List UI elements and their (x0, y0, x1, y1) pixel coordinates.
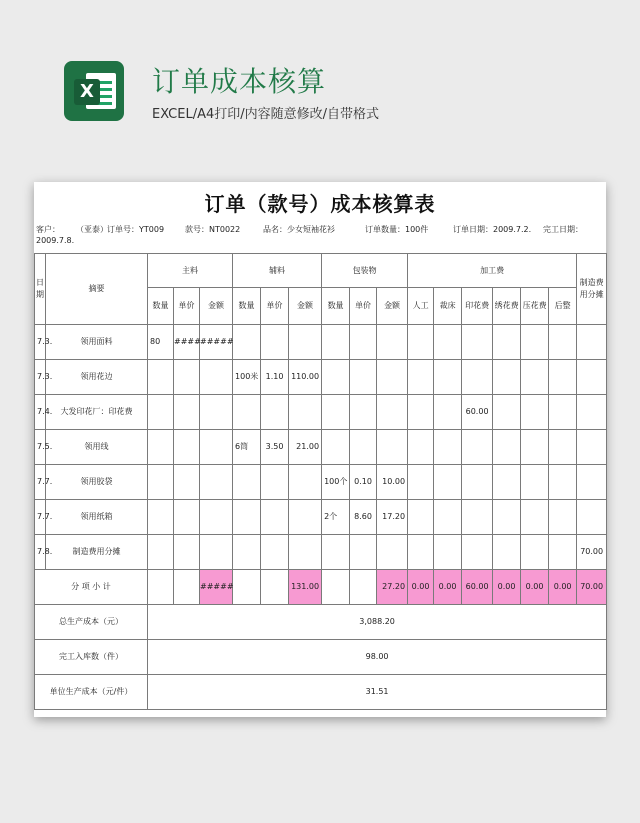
header-aux-price: 单价 (261, 288, 289, 325)
row-cell (350, 395, 377, 430)
row-cell: 3.50 (261, 430, 289, 465)
row-cell (434, 500, 462, 535)
row-cell (462, 325, 493, 360)
row-cell (408, 465, 434, 500)
row-summary: 领用线 (46, 430, 148, 465)
row-cell (233, 395, 261, 430)
row-cell (377, 360, 408, 395)
row-cell (493, 535, 521, 570)
row-cell (289, 395, 322, 430)
cost-table (34, 253, 607, 710)
row-date: 7.7. (35, 465, 46, 500)
row-cell (148, 360, 174, 395)
finished-qty-row (35, 640, 607, 675)
subtotal-cutting: 0.00 (434, 570, 462, 605)
row-cell (174, 360, 200, 395)
row-cell (148, 395, 174, 430)
subtotal-main-amount: ##### (200, 570, 233, 605)
header-aux-material: 辅料 (233, 254, 322, 288)
row-date: 7.8. (35, 535, 46, 570)
header-main-material: 主料 (148, 254, 233, 288)
header-main-price: 单价 (174, 288, 200, 325)
row-cell (261, 465, 289, 500)
data-rows (35, 325, 607, 570)
row-cell (350, 430, 377, 465)
header-pack-qty: 数量 (322, 288, 350, 325)
row-cell: 80 (148, 325, 174, 360)
page-title: 订单成本核算 (152, 65, 327, 98)
finish-date-value: 2009.7.8. (36, 236, 75, 245)
header-pressing: 压花费 (521, 288, 549, 325)
subtotal-pressing: 0.00 (521, 570, 549, 605)
subtotal-row (35, 570, 607, 605)
row-cell (289, 500, 322, 535)
row-cell (200, 500, 233, 535)
unit-cost-value: 31.51 (148, 675, 607, 710)
row-cell (174, 535, 200, 570)
row-cell (521, 465, 549, 500)
subtotal-aux-qty (233, 570, 261, 605)
row-date: 7.7. (35, 500, 46, 535)
row-cell (148, 535, 174, 570)
row-cell (408, 500, 434, 535)
page-subtitle: EXCEL/A4打印/内容随意修改/自带格式 (152, 107, 380, 122)
header-cutting: 裁床 (434, 288, 462, 325)
row-cell (233, 465, 261, 500)
unit-cost-row (35, 675, 607, 710)
row-cell: 1.10 (261, 360, 289, 395)
row-cell (200, 535, 233, 570)
row-cell (233, 325, 261, 360)
row-cell (261, 395, 289, 430)
unit-cost-label: 单位生产成本（元/件） (35, 675, 148, 710)
row-cell (322, 325, 350, 360)
subtotal-aux-price (261, 570, 289, 605)
row-cell (289, 535, 322, 570)
row-cell (521, 360, 549, 395)
row-cell (549, 535, 577, 570)
row-cell (408, 325, 434, 360)
row-cell (521, 535, 549, 570)
product-name: 品名：少女短袖花衫 (263, 225, 335, 234)
row-cell (462, 465, 493, 500)
row-date: 7.4. (35, 395, 46, 430)
row-cell (148, 430, 174, 465)
row-cell (493, 325, 521, 360)
row-cell (462, 360, 493, 395)
header-overhead: 制造费用分摊 (577, 254, 607, 325)
row-date: 7.3. (35, 325, 46, 360)
row-cell (577, 430, 607, 465)
row-cell (148, 500, 174, 535)
row-cell (521, 325, 549, 360)
row-cell (148, 465, 174, 500)
row-cell (233, 535, 261, 570)
row-cell: 110.00 (289, 360, 322, 395)
row-summary: 领用纸箱 (46, 500, 148, 535)
header-date: 日期 (35, 254, 46, 325)
row-cell (577, 360, 607, 395)
header-main-qty: 数量 (148, 288, 174, 325)
row-cell (493, 465, 521, 500)
finished-qty-value: 98.00 (148, 640, 607, 675)
row-cell (174, 500, 200, 535)
table-row (35, 395, 607, 430)
header-finishing: 后整 (549, 288, 577, 325)
row-cell (377, 395, 408, 430)
row-summary: 大发印花厂：印花费 (46, 395, 148, 430)
row-cell (493, 500, 521, 535)
row-cell: 100米 (233, 360, 261, 395)
row-date: 7.5. (35, 430, 46, 465)
row-date: 7.3. (35, 360, 46, 395)
row-cell (434, 465, 462, 500)
total-cost-value: 3,088.20 (148, 605, 607, 640)
row-cell (521, 500, 549, 535)
row-cell (322, 395, 350, 430)
row-cell (577, 500, 607, 535)
row-cell (261, 500, 289, 535)
row-cell (549, 500, 577, 535)
header-aux-amount: 金额 (289, 288, 322, 325)
row-cell (408, 360, 434, 395)
header-labor: 人工 (408, 288, 434, 325)
row-cell (350, 535, 377, 570)
header-summary: 摘要 (46, 254, 148, 325)
subtotal-pack-price (350, 570, 377, 605)
header-printing: 印花费 (462, 288, 493, 325)
row-cell: 0.10 (350, 465, 377, 500)
header-embroidery: 绣花费 (493, 288, 521, 325)
row-cell (493, 360, 521, 395)
row-cell (577, 395, 607, 430)
row-cell (174, 430, 200, 465)
row-summary: 领用胶袋 (46, 465, 148, 500)
table-row (35, 325, 607, 360)
row-cell (322, 535, 350, 570)
subtotal-main-qty (148, 570, 174, 605)
row-cell (434, 430, 462, 465)
row-cell (377, 535, 408, 570)
row-cell (261, 535, 289, 570)
header-processing: 加工费 (408, 254, 577, 288)
row-cell (350, 325, 377, 360)
table-row (35, 535, 607, 570)
row-cell (462, 535, 493, 570)
row-cell: 6筒 (233, 430, 261, 465)
row-cell: 100个 (322, 465, 350, 500)
header-main-amount: 金额 (200, 288, 233, 325)
row-cell (549, 430, 577, 465)
row-cell (577, 465, 607, 500)
row-cell (549, 360, 577, 395)
sheet-title: 订单（款号）成本核算表 (204, 192, 436, 216)
row-cell (493, 395, 521, 430)
subtotal-aux-amount: 131.00 (289, 570, 322, 605)
subtotal-embroidery: 0.00 (493, 570, 521, 605)
header-packaging: 包装物 (322, 254, 408, 288)
row-cell: 70.00 (577, 535, 607, 570)
row-cell (434, 395, 462, 430)
subtotal-pack-amount: 27.20 (377, 570, 408, 605)
row-cell (322, 360, 350, 395)
row-cell (521, 395, 549, 430)
order-date: 订单日期：2009.7.2. (453, 225, 532, 234)
excel-badge: X (74, 79, 100, 105)
row-cell: 2个 (322, 500, 350, 535)
spreadsheet-preview (34, 182, 606, 717)
row-cell (521, 430, 549, 465)
subtotal-finishing: 0.00 (549, 570, 577, 605)
row-cell (408, 395, 434, 430)
row-cell (462, 500, 493, 535)
order-quantity: 订单数量：100件 (365, 225, 429, 234)
row-summary: 制造费用分摊 (46, 535, 148, 570)
finish-date-label: 完工日期： (543, 225, 583, 234)
style-number: 款号：NT0022 (185, 225, 241, 234)
row-cell: 10.00 (377, 465, 408, 500)
row-cell (322, 430, 350, 465)
row-cell (549, 325, 577, 360)
row-summary: 领用花边 (46, 360, 148, 395)
row-cell (200, 360, 233, 395)
row-cell (200, 395, 233, 430)
finished-qty-label: 完工入库数（件） (35, 640, 148, 675)
row-cell (434, 360, 462, 395)
table-row (35, 360, 607, 395)
header-pack-price: 单价 (350, 288, 377, 325)
subtotal-labor: 0.00 (408, 570, 434, 605)
subtotal-pack-qty (322, 570, 350, 605)
row-cell: 60.00 (462, 395, 493, 430)
row-summary: 领用面料 (46, 325, 148, 360)
order-number: 订单号：YT009 (107, 225, 165, 234)
total-cost-row (35, 605, 607, 640)
subtotal-printing: 60.00 (462, 570, 493, 605)
subtotal-label: 分 项 小 计 (35, 570, 148, 605)
row-cell (174, 465, 200, 500)
subtotal-overhead: 70.00 (577, 570, 607, 605)
row-cell (493, 430, 521, 465)
row-cell: 21.00 (289, 430, 322, 465)
table-row (35, 430, 607, 465)
row-cell (462, 430, 493, 465)
row-cell (261, 325, 289, 360)
row-cell (200, 430, 233, 465)
table-row (35, 465, 607, 500)
row-cell (377, 430, 408, 465)
subtotal-main-price (174, 570, 200, 605)
row-cell (549, 395, 577, 430)
row-cell (174, 395, 200, 430)
customer-name: （亚泰） (76, 225, 108, 234)
row-cell (233, 500, 261, 535)
row-cell (377, 325, 408, 360)
row-cell: 17.20 (377, 500, 408, 535)
row-cell (289, 325, 322, 360)
row-cell: ##### (200, 325, 233, 360)
header-aux-qty: 数量 (233, 288, 261, 325)
row-cell (289, 465, 322, 500)
row-cell: 8.60 (350, 500, 377, 535)
row-cell (434, 535, 462, 570)
row-cell: #### (174, 325, 200, 360)
row-cell (408, 535, 434, 570)
table-row (35, 500, 607, 535)
row-cell (408, 430, 434, 465)
row-cell (200, 465, 233, 500)
total-cost-label: 总生产成本（元） (35, 605, 148, 640)
row-cell (549, 465, 577, 500)
customer-label: 客户： (36, 225, 60, 234)
excel-icon (64, 61, 124, 121)
row-cell (350, 360, 377, 395)
row-cell (577, 325, 607, 360)
row-cell (434, 325, 462, 360)
header-pack-amount: 金额 (377, 288, 408, 325)
